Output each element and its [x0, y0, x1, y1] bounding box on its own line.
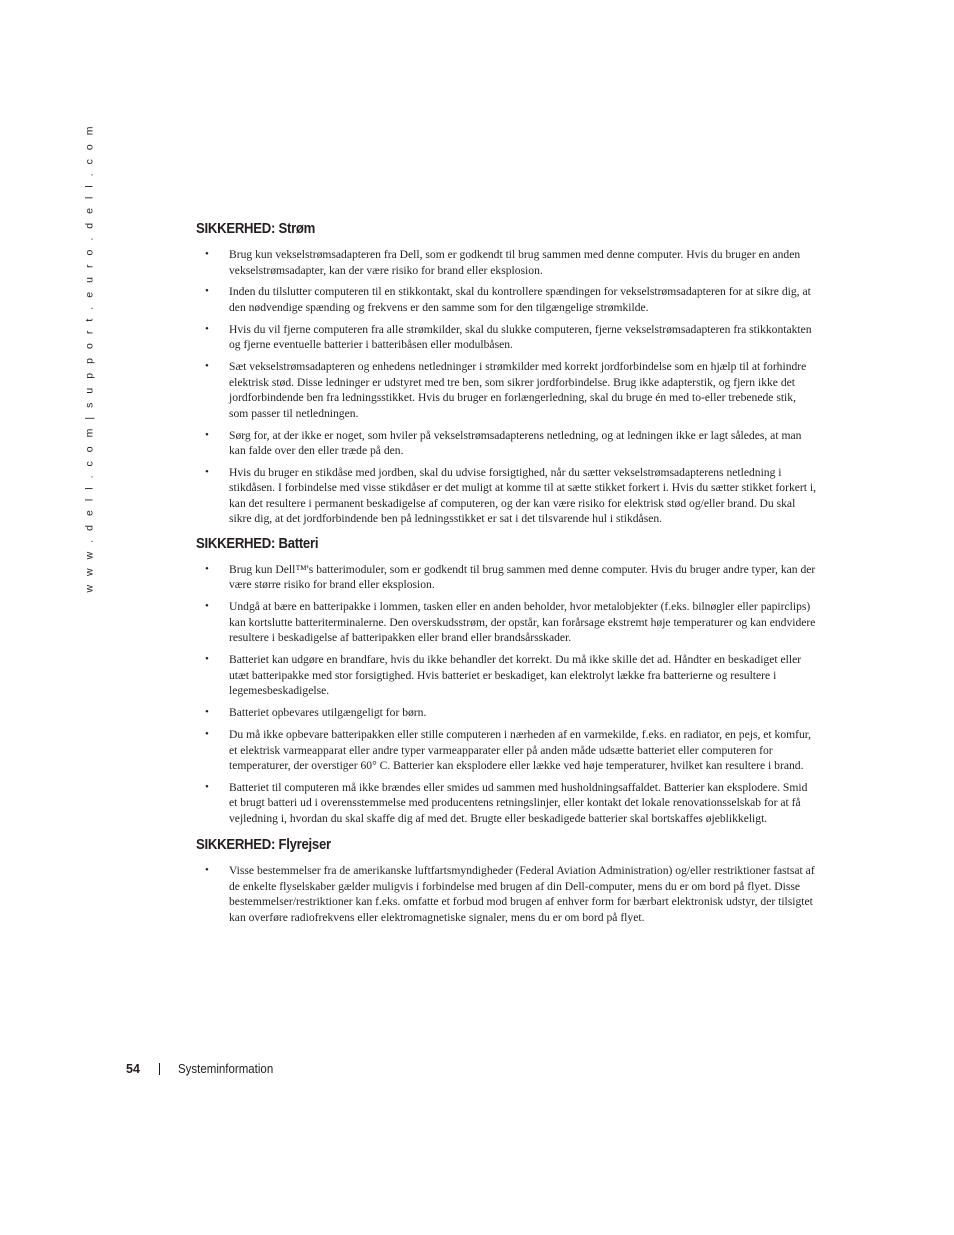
list-item — [196, 780, 816, 827]
bullet-icon: • — [205, 465, 209, 478]
list-item-text: Batteriet kan udgøre en brandfare, hvis du ikke behandler det korrekt. Du må ikke skille det ad. Håndter en beskadiget eller utæt batteripakke med stor forsigtighed. Hvis batteriet er beskadiget, kan elektrolyt lække fra batterierne og resultere i legemesbeskadigelse. — [229, 653, 802, 698]
list-item — [196, 727, 816, 774]
list-item-text: Inden du tilslutter computeren til en stikkontakt, skal du kontrollere spændingen for vekselstrømsadapteren for at sikre dig, at den nødvendige spænding og frekvens er den samme som for den tilgængelige strømkilde. — [229, 285, 811, 314]
list-item — [196, 599, 816, 646]
bullet-list-power — [196, 247, 816, 527]
list-item-text: Brug kun vekselstrømsadapteren fra Dell, som er godkendt til brug sammen med denne computer. Hvis du bruger en anden vekselstrømsadapter, kan der være risiko for brand eller eksplosion. — [229, 248, 801, 277]
bullet-icon: • — [205, 360, 209, 373]
chapter-title: Systeminformation — [178, 1062, 274, 1076]
bullet-icon: • — [205, 864, 209, 877]
list-item — [196, 247, 816, 278]
section-air-travel — [196, 837, 816, 925]
section-battery — [196, 536, 816, 826]
list-item-text: Sørg for, at der ikke er noget, som hviler på vekselstrømsadapterens netledning, og at ledningen ikke er lagt således, at man kan falde over den eller træde på den. — [229, 428, 802, 458]
bullet-icon: • — [205, 600, 209, 613]
list-item-text: Hvis du bruger en stikdåse med jordben, skal du udvise forsigtighed, når du sætter vekselstrømsadapterens netledning i stikdåsen. I forbindelse med visse stikdåser er det muligt at komme til at sætte stikket forkert i. Hvis du sætter stikket forkert i, kan det resultere i permanent beskadigelse af computeren, og der kan være risiko for elektrisk stød og/eller brand. Du skal sikre dig, at det jordforbindende ben på ledningsstikket er sat i det tilsvarende hul i stikdåsen. — [229, 465, 816, 526]
section-title-battery: SIKKERHED: Batteri — [196, 535, 319, 552]
list-item — [196, 465, 816, 527]
bullet-list-air-travel — [196, 863, 816, 925]
list-item-text: Visse bestemmelser fra de amerikanske luftfartsmyndigheder (Federal Aviation Administration) og/eller restriktioner fastsat af de enkelte flyselskaber gælder muligvis i forbindelse med brugen af din Dell-computer, mens du er om bord på flyet. Disse bestemmelser/restriktioner kan f.eks. omfatte et forbud mod brugen af enhver form for bærbart elektronisk udstyr, der tilsigtet kan overføre radiofrekvens eller elektromagnetiske signaler, mens du er om bord på flyet. — [229, 864, 815, 924]
bullet-icon: • — [205, 285, 209, 298]
bullet-icon: • — [205, 248, 209, 260]
page-number: 54 — [126, 1062, 140, 1076]
list-item — [196, 428, 816, 459]
bullet-icon: • — [205, 322, 209, 335]
section-title-power: SIKKERHED: Strøm — [196, 221, 316, 237]
list-item-text: Batteriet opbevares utilgængeligt for børn. — [229, 706, 427, 720]
list-item-text: Du må ikke opbevare batteripakken eller stille computeren i nærheden af en varmekilde, f.eks. en radiator, en pejs, et komfur, et elektrisk varmeapparat eller andre typer varmeapparater eller på anden måde udsætte batteriet eller computeren for temperaturer, der overstiger 60° C. Batterier kan eksplodere eller lække ved høje temperaturer, hvilket kan resultere i brand. — [229, 728, 812, 773]
bullet-icon: • — [205, 780, 209, 793]
list-item-text: Sæt vekselstrømsadapteren og enhedens netledninger i strømkilder med korrekt jordforbindelse som en hjælp til at forhindre elektrisk stød. Disse ledninger er udstyret med tre ben, som sikrer jordforbindelse. Brug ikke adapterstik, og fjern ikke det jordforbindende ben fra ledningsstikket. Hvis du bruger en forlængerledning, skal du bruge én med to-eller trebenede stik, som passer til netledningen. — [229, 360, 807, 420]
bullet-icon: • — [205, 706, 209, 719]
side-url-banner — [82, 123, 98, 593]
bullet-icon: • — [205, 562, 209, 575]
bullet-list-battery — [196, 562, 816, 826]
list-item — [196, 863, 816, 925]
list-item-text: Undgå at bære en batteripakke i lommen, tasken eller en anden beholder, hvor metalobjekter (f.eks. bilnøgler eller papirclips) kan kortslutte batteriterminalerne. Den overskudsstrøm, der opstår, kan forårsage ekstremt høje temperaturer og kan endvidere resultere i beskadigelse af batteripakken eller brand eller brandsårsskader. — [229, 600, 816, 645]
list-item-text: Batteriet til computeren må ikke brændes eller smides ud sammen med husholdningsaffaldet. Batterier kan eksplodere. Smid et brugt batteri ud i overensstemmelse med producentens retningslinjer, eller kontakt det lokale renovationsselskab for at få vejledning i, hvordan du skal skaffe dig af med det. Brugte eller beskadigede batterier skal bortskaffes øjeblikkeligt. — [229, 780, 808, 825]
side-url-text: w w w . d e l l . c o m | s u p p o r t . e u r o . d e l l . c o m — [84, 123, 96, 593]
section-title-air-travel: SIKKERHED: Flyrejser — [196, 837, 331, 854]
list-item — [196, 562, 816, 593]
list-item-text: Hvis du vil fjerne computeren fra alle strømkilder, skal du slukke computeren, fjerne vekselstrømsadapteren fra stikkontakten og fjerne eventuelle batterier i batteribåsen eller modulbåsen. — [229, 322, 812, 352]
page-content — [196, 221, 816, 932]
footer-divider — [159, 1063, 160, 1075]
section-power — [196, 221, 816, 527]
list-item-text: Brug kun Dell™'s batterimoduler, som er godkendt til brug sammen med denne computer. Hvis du bruger andre typer, kan der være større risiko for brand eller eksplosion. — [229, 562, 816, 592]
list-item — [196, 652, 816, 699]
bullet-icon: • — [205, 428, 209, 441]
list-item — [196, 359, 816, 421]
list-item — [196, 322, 816, 353]
bullet-icon: • — [205, 728, 209, 741]
list-item — [196, 284, 816, 315]
list-item — [196, 705, 816, 721]
bullet-icon: • — [205, 653, 209, 666]
page-footer — [126, 1062, 282, 1076]
